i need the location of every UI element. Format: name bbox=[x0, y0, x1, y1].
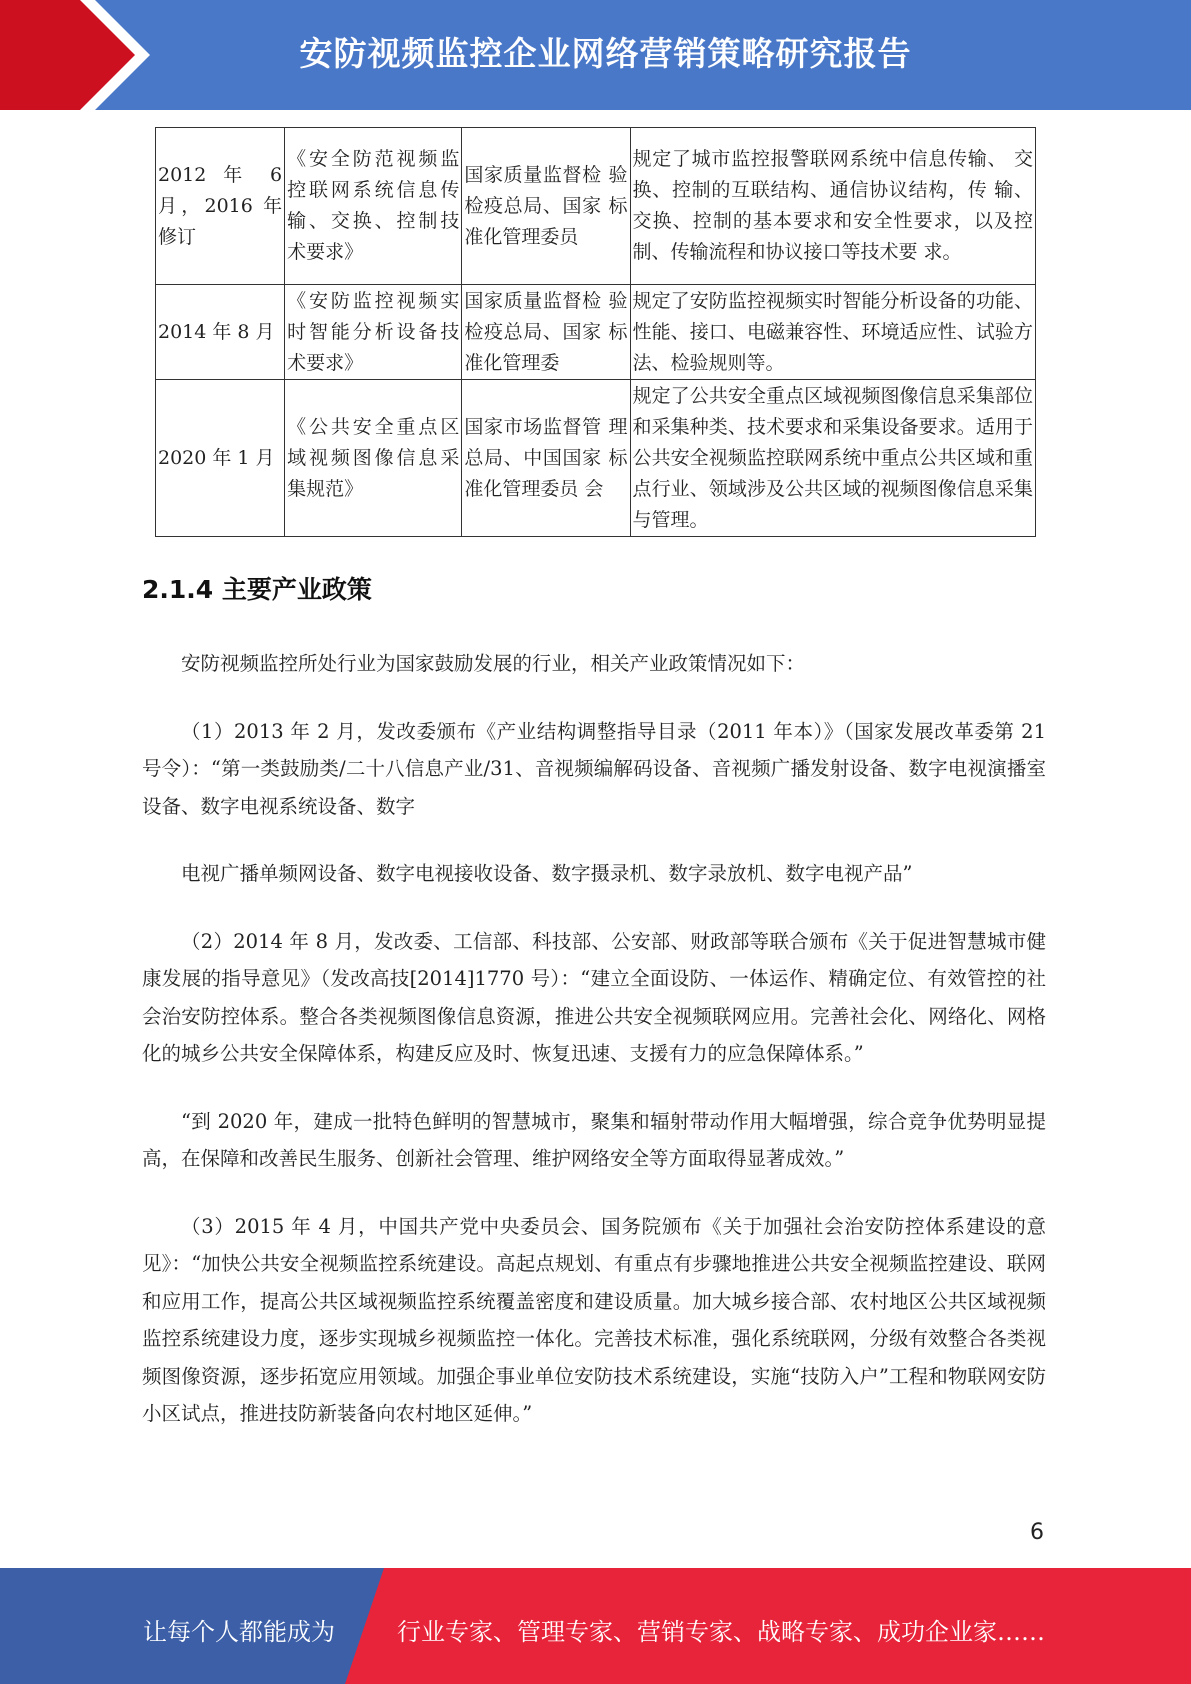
paragraph: （1）2013 年 2 月，发改委颁布《产业结构调整指导目录（2011 年本）》（国家发展改革委第 21 号令）：“第一类鼓励类/二十八信息产业/31、音视频编解码设备、音视频广播发射设备、数字电视演播室设备、数字电视系统设备、数字 bbox=[142, 719, 1046, 818]
footer-slogan-right: 行业专家、管理专家、营销专家、战略专家、成功企业家…… bbox=[397, 1618, 1045, 1646]
table-cell-org: 国家质量监督检 验检疫总局、国家 标准化管理委 bbox=[462, 285, 630, 380]
paragraph: （2）2014 年 8 月，发改委、工信部、科技部、公安部、财政部等联合颁布《关于促进智慧城市健康发展的指导意见》（发改高技[2014]1770 号）：“建立全面设防、一体运作、精确定位、有效管控的社会治安防控体系。整合各类视频图像信息资源，推进公共安全视频联网应用。完善社会化、网络化、网格化的城乡公共安全保障体系，构建反应及时、恢复迅速、支援有力的应急保障体系。” bbox=[142, 929, 1046, 1065]
paragraph: 安防视频监控所处行业为国家鼓励发展的行业，相关产业政策情况如下： bbox=[181, 652, 806, 675]
table-cell-org: 国家市场监督管 理总局、中国国家 标准化管理委员 会 bbox=[462, 380, 630, 537]
table-cell-date: 2014 年 8 月 bbox=[156, 285, 285, 380]
table-cell-name: 《公共安全重点区 域视频图像信息采 集规范》 bbox=[285, 380, 462, 537]
section-heading: 2.1.4 主要产业政策 bbox=[142, 575, 372, 604]
table-row bbox=[156, 128, 1036, 285]
paragraph: （3）2015 年 4 月，中国共产党中央委员会、国务院颁布《关于加强社会治安防控体系建设的意见》：“加快公共安全视频监控系统建设。高起点规划、有重点有步骤地推进公共安全视频监控建设、联网和应用工作，提高公共区域视频监控系统覆盖密度和建设质量。加大城乡接合部、农村地区公共区域视频监控系统建设力度，逐步实现城乡视频监控一体化。完善技术标准，强化系统联网，分级有效整合各类视频图像资源，逐步拓宽应用领域。加强企事业单位安防技术系统建设，实施“技防入户”工程和物联网安防小区试点，推进技防新装备向农村地区延伸。” bbox=[142, 1214, 1046, 1425]
table-cell-org: 国家质量监督检 验检疫总局、国家 标准化管理委员 bbox=[462, 128, 630, 285]
standards-table bbox=[155, 127, 1036, 537]
footer-slogan-left: 让每个人都能成为 bbox=[143, 1618, 335, 1646]
page-header bbox=[0, 0, 1191, 110]
report-title: 安防视频监控企业网络营销策略研究报告 bbox=[299, 34, 912, 73]
policy-content bbox=[142, 645, 1046, 1463]
table-cell-desc: 规定了公共安全重点区域视频图像信息采集部位和采集种类、技术要求和采集设备要求。适用于公共安全视频监控联网系统中重点公共区域和重点行业、领域涉及公共区域的视频图像信息采集与管理。 bbox=[630, 380, 1035, 537]
table-cell-date: 2020 年 1 月 bbox=[156, 380, 285, 537]
table-cell-name: 《安全防范视频监 控联网系统信息传 输、交换、控制技 术要求》 bbox=[285, 128, 462, 285]
table-cell-desc: 规定了安防监控视频实时智能分析设备的功能、性能、接口、电磁兼容性、环境适应性、试验方法、检验规则等。 bbox=[630, 285, 1035, 380]
table-cell-date: 2012 年 6 月，2016 年修订 bbox=[156, 128, 285, 285]
paragraph: “到 2020 年，建成一批特色鲜明的智慧城市，聚集和辐射带动作用大幅增强，综合竞争优势明显提高，在保障和改善民生服务、创新社会管理、维护网络安全等方面取得显著成效。” bbox=[142, 1109, 1046, 1170]
table-cell-name: 《安防监控视频实 时智能分析设备技 术要求》 bbox=[285, 285, 462, 380]
table-row bbox=[156, 285, 1036, 380]
table-cell-desc: 规定了城市监控报警联网系统中信息传输、 交换、控制的互联结构、通信协议结构，传 输、交换、控制的基本要求和安全性要求，以及控制、传输流程和协议接口等技术要 求。 bbox=[630, 128, 1035, 285]
table-row bbox=[156, 380, 1036, 537]
page-number: 6 bbox=[1030, 1520, 1044, 1545]
page-footer bbox=[0, 1568, 1191, 1684]
paragraph: 电视广播单频网设备、数字电视接收设备、数字摄录机、数字录放机、数字电视产品” bbox=[181, 862, 913, 885]
